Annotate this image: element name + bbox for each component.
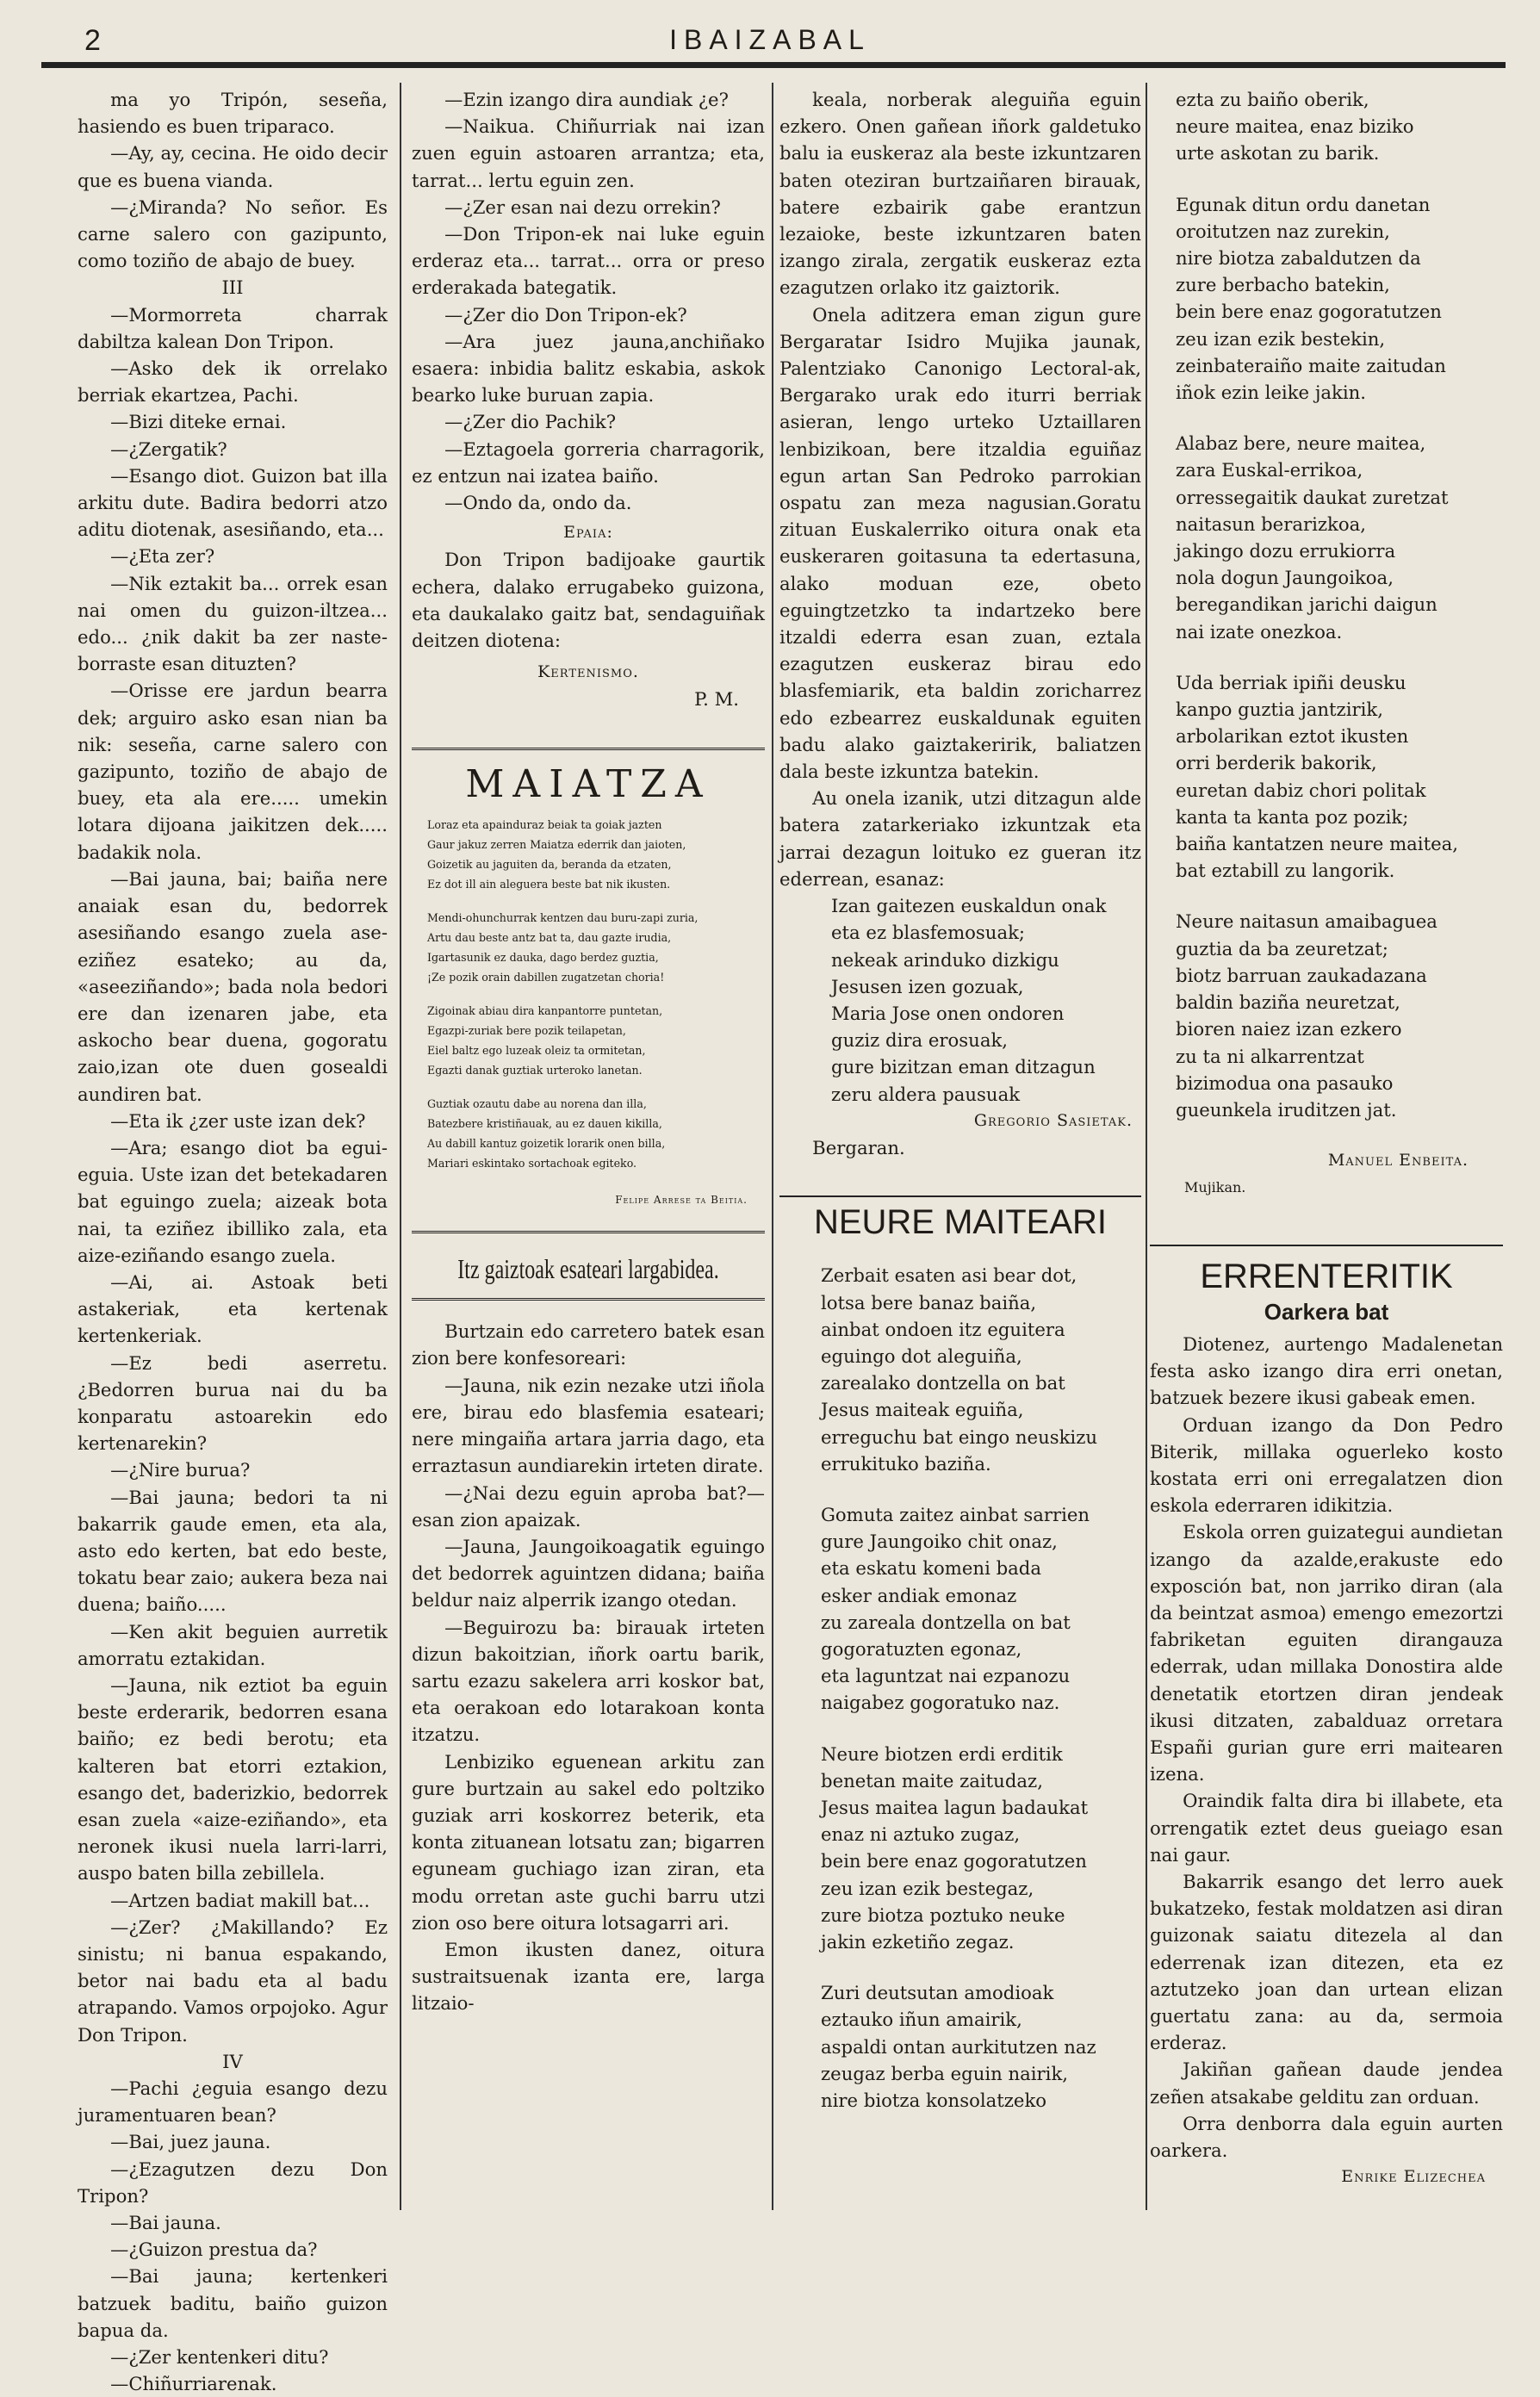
- stanza: [821, 1262, 1141, 1477]
- paragraph: Orra denborra dala eguin aurten oarkera.: [1150, 2112, 1503, 2162]
- verse-line: Jesusen izen gozuak,: [831, 975, 1024, 997]
- verse-line: nai izate onezkoa.: [1176, 620, 1343, 643]
- paragraph: —Ez bedi aserretu. ¿Bedorren burua nai du ba konparatu astoarekin edo kertenarekin?: [78, 1351, 388, 1455]
- column-3: [779, 86, 1141, 2138]
- verse-line: gueunkela iruditzen jat.: [1176, 1098, 1397, 1121]
- epaia-text: Don Tripon badijoake gaurtik echera, dalako errugabeko guizona, eta daukalako gaitz bat, sendaguiñak deitzen diotena:: [412, 549, 765, 652]
- errenteritik-article: [1150, 1331, 1503, 2164]
- paragraph: —Ezin izango dira aundiak ¿e?: [444, 89, 729, 110]
- paragraph: —Ara juez jauna,anchiñako esaera: inbidia balitz eskabia, askok bearko luke buruan zapia.: [412, 330, 765, 407]
- verse-line: zu ta ni alkarrentzat: [1176, 1045, 1364, 1067]
- verse-line: Loraz eta apainduraz beiak ta goiak jazten: [427, 817, 662, 831]
- paragraph: —Bai jauna, bai; baiña nere anaiak esan du, bedorrek asesiñando esango zuela ase-eziñez esateko; au da, «aseeziñando»; bada nola bedori ere dan izenaren jabe, eta askocho bear duena, gogoratu zaio,izan ote duen gosealdi aundiren bat.: [78, 867, 388, 1105]
- verse-line: Au dabill kantuz goizetik lorarik onen billa,: [427, 1136, 666, 1150]
- header-rule: [41, 62, 1506, 68]
- verse-line: orressegaitik daukat zuretzat: [1176, 486, 1449, 508]
- verse-line: Alabaz bere, neure maitea,: [1176, 432, 1426, 455]
- verse-line: naitasun berarizkoa,: [1176, 512, 1366, 535]
- verse-line: Igartasunik ez dauka, dago berdez guztia,: [427, 950, 659, 964]
- verse-line: nire biotza zabaldutzen da: [1176, 247, 1421, 270]
- stanza: [1176, 191, 1503, 407]
- paragraph: —Artzen badiat makill bat...: [110, 1889, 370, 1911]
- paragraph: Lenbiziko eguenean arkitu zan gure burtzain au sakel edo poltziko guziak arri koskorrez beterik, eta konta zituanean lotsatu zan; bigarren eguneam guchiago izan ziran, eta modu orretan aste guchi barru utzi zion oso bere oitura lotsagarri ari.: [412, 1750, 765, 1934]
- kertenismo: Kertenismo.: [537, 662, 639, 682]
- column-divider: [772, 83, 773, 2210]
- verse-line: Goizetik au jaguiten da, beranda da etzaten,: [427, 857, 672, 871]
- verse-line: urte askotan zu barik.: [1176, 142, 1380, 165]
- verse-line: Guztiak ozautu dabe au norena dan illa,: [427, 1096, 647, 1110]
- section-number: III: [221, 276, 244, 299]
- paragraph: —¿Zer esan nai dezu orrekin?: [444, 196, 721, 218]
- verse-line: beregandikan jarichi daigun: [1176, 593, 1438, 616]
- paragraph: —Pachi ¿eguia esango dezu juramentuaren bean?: [78, 2077, 388, 2127]
- verse-line: errukituko baziña.: [821, 1452, 991, 1475]
- paragraph: Diotenez, aurtengo Madalenetan festa asko izango dira erri onetan, batzuek bezere ikusi gabeak emen.: [1150, 1332, 1503, 1409]
- verse-line: eta eskatu komeni bada: [821, 1557, 1041, 1580]
- paragraph: —Ara; esango diot ba egui-eguia. Uste izan det betekadaren bat eguingo zuela; aizeak bota nai, ta eziñez ibilliko zala, eta aize-eziñando esango zuela.: [78, 1136, 388, 1266]
- verse-line: ainbat ondoen itz eguitera: [821, 1318, 1065, 1340]
- paragraph: Burtzain edo carretero batek esan zion bere konfesoreari:: [412, 1320, 765, 1369]
- verse-line: euretan dabiz chori politak: [1176, 779, 1426, 801]
- paragraph: Emon ikusten danez, oitura sustraitsuenak izanta ere, larga litzaio-: [412, 1938, 765, 2015]
- itz-title: Itz gaiztoak esateari largabidea.: [457, 1253, 719, 1285]
- verse-line: aspaldi ontan aurkitutzen naz: [821, 2035, 1096, 2058]
- verse-line: ¡Ze pozik orain dabillen zugatzetan choria!: [427, 970, 665, 984]
- verse-line: ezta zu baiño oberik,: [1176, 89, 1369, 110]
- paragraph: —Bai jauna; bedori ta ni bakarrik gaude emen, eta ala, asto edo kerten, bat edo beste, tokatu bear zaio; aukera beza nai duena; baiño.....: [78, 1486, 388, 1616]
- verse-line: oroitutzen naz zurekin,: [1176, 220, 1390, 242]
- verse-line: kanta ta kanta poz pozik;: [1176, 805, 1409, 828]
- signature: Manuel Enbeita.: [1327, 1151, 1469, 1171]
- verse-line: gogoratuzten egonaz,: [821, 1637, 1022, 1660]
- paragraph: Orduan izango da Don Pedro Biterik, millaka oguerleko kosto kostata erri oni erregalatzen dion eskola ederraren idikitzia.: [1150, 1413, 1503, 1517]
- verse-line: bizimodua ona pasauko: [1176, 1071, 1394, 1094]
- stanza: [821, 1501, 1141, 1717]
- verse-line: guziz dira erosuak,: [831, 1029, 1009, 1052]
- verse-line: Izan gaitezen euskaldun onak: [831, 895, 1107, 917]
- stanza: [1176, 86, 1503, 167]
- paragraph: —¿Nai dezu eguin aproba bat?— esan zion apaizak.: [412, 1481, 765, 1531]
- paragraph: Onela aditzera eman zigun gure Bergaratar Isidro Mujika jaunak, Palentziako Canonigo Lectoral-ak, Bergarako urak edo iturri berriak asieran, lengo urteko Uztaillaren lenbizikoan, bere itzaldia eguiñaz egun artan San Pedroko parrokian ospatu zan meza nagusian.Goratu zituan Euskalerriko oitura onak eta euskeraren goitasuna ta edertasuna, alako moduan eze, obeto eguingtzetzko ta indartzeko bere itzaldi ederra esan zuan, eztala ezagutzen euskeraz birau edo blasfemiarik, eta baldin zoricharrez edo ezbearrez euskaldunak eguiten badu alako gaiztakeririk, baliatzen dala beste izkuntza batekin.: [779, 303, 1141, 783]
- verse-line: nola dogun Jaungoikoa,: [1176, 567, 1394, 589]
- stanza: [821, 1979, 1141, 2114]
- paragraph: —¿Guizon prestua da?: [110, 2239, 318, 2261]
- paragraph: —Ondo da, ondo da.: [444, 492, 632, 514]
- verse-line: bein bere enaz gogoratutzen: [1176, 301, 1442, 323]
- verse-line: Zigoinak abiau dira kanpantorre puntetan,: [427, 1003, 663, 1017]
- paragraph: —¿Zer dio Don Tripon-ek?: [444, 303, 687, 326]
- paragraph: —¿Zer? ¿Makillando? Ez sinistu; ni banua espakando, betor nai badu eta al badu atrapando. Vamos orpojoko. Agur Don Tripon.: [78, 1916, 388, 2046]
- verse-line: enaz ni aztuko zugaz,: [821, 1823, 1021, 1846]
- paragraph: —Orisse ere jardun bearra dek; arguiro asko esan nian ba nik: seseña, carne salero con gazipunto, toziño de abajo de buey, eta ala ere..... umekin lotara dijoana jaikitzen dek..... badakik nola.: [78, 680, 388, 863]
- itz-article: [412, 1318, 765, 2016]
- divider: [1150, 1245, 1503, 1246]
- paragraph: keala, norberak aleguiña eguin ezkero. Onen gañean iñork galdetuko balu ia euskeraz ala beste izkuntzaren baten oteziran burtzaiñaren birauak, batere ezbairik gabe erantzun lezaioke, beste izkuntzaren baten izango zirala, zergatik euskeraz ezta ezagutzen orlako itz gaiztorik.: [779, 89, 1141, 299]
- paragraph: —Eta ik ¿zer uste izan dek?: [110, 1109, 366, 1132]
- maiatza-title: MAIATZA: [465, 761, 711, 806]
- verse-line: zara Euskal-errikoa,: [1176, 459, 1363, 481]
- verse-line: gure bizitzan eman ditzagun: [831, 1056, 1096, 1078]
- journal-title: IBAIZABAL: [669, 24, 871, 55]
- paragraph: —Don Tripon-ek nai luke eguin erderaz eta... tarrat... orra or preso erderakada bategatik.: [412, 223, 765, 299]
- place: Bergaran.: [812, 1136, 905, 1158]
- verse-line: zeu izan ezik bestegaz,: [821, 1877, 1034, 1899]
- verse-line: arbolarikan eztot ikusten: [1176, 725, 1409, 748]
- verse-line: baiña kantatzen neure maitea,: [1176, 833, 1458, 855]
- verse-line: Artu dau beste antz bat ta, dau gazte irudia,: [427, 930, 672, 944]
- verse-line: Uda berriak ipiñi deusku: [1176, 671, 1406, 693]
- verse-line: Mariari eskintako sortachoak egiteko.: [427, 1156, 637, 1170]
- verse-line: Neure naitasun amaibaguea: [1176, 910, 1438, 933]
- page-header: [0, 0, 1540, 69]
- column-divider: [400, 83, 401, 2210]
- verse-line: jakingo dozu errukiorra: [1176, 540, 1396, 562]
- verse-line: Egazti danak guztiak urteroko lanetan.: [427, 1063, 643, 1077]
- divider: [779, 1195, 1141, 1197]
- epaia-heading: Epaia:: [563, 523, 613, 543]
- paragraph: —Jauna, Jaungoikoagatik eguingo det bedorrek aguintzen didana; baiña beldur naiz alperrik izango otedan.: [412, 1535, 765, 1611]
- column-divider: [1146, 83, 1147, 2210]
- verse-line: zure biotza poztuko neuke: [821, 1903, 1065, 1926]
- paragraph: —Eztagoela gorreria charragorik, ez entzun nai izatea baiño.: [412, 438, 765, 487]
- stanza: [412, 908, 765, 987]
- dialogue-continued: [412, 86, 765, 516]
- stanza: [1176, 430, 1503, 645]
- maiatza-signature: Felipe Arrese ta Beitia.: [615, 1193, 748, 1206]
- verse-line: Zerbait esaten asi bear dot,: [821, 1264, 1077, 1287]
- verse-line: Gomuta zaitez ainbat sarrien: [821, 1503, 1090, 1525]
- paragraph: —Bai jauna.: [110, 2212, 221, 2234]
- paragraph: —¿Ezagutzen dezu Don Tripon?: [78, 2158, 388, 2207]
- paragraph: —Bai jauna; kertenkeri batzuek baditu, baiño guizon bapua da.: [78, 2265, 388, 2341]
- paragraph: —Jauna, nik ezin nezake utzi iñola ere, birau edo blasfemia esateari; nere mingaiña artara jarria dago, eta erraztasun aundiarekin irteten dirate.: [412, 1374, 765, 1477]
- verse-line: zeugaz berba eguin nairik,: [821, 2062, 1069, 2084]
- author-initials: P. M.: [694, 688, 739, 711]
- paragraph: —Jauna, nik eztiot ba eguin beste erderarik, bedorren esana baiño; ez bedi berotu; eta kalteren bat etorri eztakion, esango det, baderizkio, bedorrek esan zuela «aize-eziñando», eta neronek ikusi nuela larri-larri, auspo baten billa zebillela.: [78, 1674, 388, 1885]
- maiatza-poem-box: [412, 748, 765, 1233]
- errenteritik-title: ERRENTERITIK: [1200, 1257, 1453, 1295]
- paragraph: Oraindik falta dira bi illabete, eta orrengatik eztet deus gueiago esan nai gaur.: [1150, 1790, 1503, 1866]
- paragraph: —Ai, ai. Astoak beti astakeriak, eta kertenak kertenkeriak.: [78, 1270, 388, 1347]
- verse-line: Gaur jakuz zerren Maiatza ederrik dan jaioten,: [427, 837, 686, 851]
- neure-maiteari-poem: [779, 1262, 1141, 2114]
- page-number: 2: [84, 24, 101, 57]
- verse-line: orri berderik bakorik,: [1176, 752, 1377, 774]
- verse-line: nire biotza konsolatzeko: [821, 2090, 1047, 2112]
- verse-line: Ez dot ill ain aleguera beste bat nik ikusten.: [427, 877, 671, 891]
- verse-line: guztia da ba zeuretzat;: [1176, 937, 1388, 959]
- verse-line: Neure biotzen erdi erditik: [821, 1742, 1063, 1765]
- column-2: [412, 86, 765, 2017]
- verse-line: gure Jaungoiko chit onaz,: [821, 1531, 1058, 1553]
- verse-line: zarealako dontzella on bat: [821, 1372, 1065, 1394]
- verse-line: eztauko iñun amairik,: [821, 2009, 1022, 2031]
- stanza: [412, 1001, 765, 1080]
- stanza: [1176, 908, 1503, 1123]
- place: Mujikan.: [1184, 1179, 1246, 1196]
- verse-line: jakin ezketiño zegaz.: [821, 1931, 1015, 1953]
- verse-line: eta ez blasfemosuak;: [831, 922, 1026, 944]
- paragraph: Jakiñan gañean daude jendea zeñen atsakabe gelditu zan orduan.: [1150, 2059, 1503, 2108]
- paragraph: —Asko dek ik orrelako berriak ekartzea, Pachi.: [78, 357, 388, 407]
- verse-line: naigabez gogoratuko naz.: [821, 1692, 1060, 1714]
- verse-line: benetan maite zaitudaz,: [821, 1769, 1043, 1792]
- paragraph: —Ay, ay, cecina. He oido decir que es buena vianda.: [78, 142, 388, 191]
- stanza: [412, 1094, 765, 1173]
- verse-line: bioren naiez izan ezkero: [1176, 1018, 1402, 1040]
- verse-line: esker andiak emonaz: [821, 1584, 1017, 1606]
- stanza: [821, 1741, 1141, 1956]
- verse-line: Maria Jose onen ondoren: [831, 1002, 1065, 1024]
- verse-line: Eiel baltz ego luzeak oleiz ta ormitetan,: [427, 1043, 646, 1057]
- verse-line: Mendi-ohunchurrak kentzen dau buru-zapi zuria,: [427, 910, 699, 924]
- itz-article-continued: [779, 86, 1141, 892]
- verse-line: Zuri deutsutan amodioak: [821, 1982, 1054, 2004]
- paragraph: —Bizi diteke ernai.: [110, 411, 287, 433]
- verse-line: lotsa bere banaz baiña,: [821, 1291, 1037, 1313]
- verse-line: zeinbateraiño maite zaitudan: [1176, 354, 1446, 376]
- verse-line: erreguchu bat eingo neuskizu: [821, 1425, 1098, 1448]
- paragraph: —Beguirozu ba: birauak irteten dizun bakoitzian, iñork oartu barik, sartu ezazu sakelera arri koskor bat, eta oerakoan edo lotarakoan konta itzatzu.: [412, 1616, 765, 1746]
- paragraph: —¿Zer kentenkeri ditu?: [110, 2346, 329, 2369]
- section-number: IV: [222, 2050, 243, 2072]
- paragraph: —¿Eta zer?: [110, 545, 215, 568]
- neure-maiteari-title: NEURE MAITEARI: [813, 1203, 1108, 1242]
- paragraph: Eskola orren guizategui aundietan izango da azalde,erakuste edo exposción bat, non jarriko diran (ala da beintzat asmoa) emengo emezortzi fabriketan eguiten dirangauza ederrak, udan millaka Donostira alde denetatik etortzen diran jendeak ikusi ditzaten, zabalduaz orretara Españi gurian gure erri maitearen izena.: [1150, 1521, 1503, 1785]
- paragraph: —Naikua. Chiñurriak nai izan zuen eguin astoaren arrantza; eta, tarrat... lertu eguin zen.: [412, 115, 765, 191]
- verse-line: Jesus maitea lagun badaukat: [821, 1796, 1089, 1818]
- stanza: [412, 815, 765, 894]
- verse-line: Egunak ditun ordu danetan: [1176, 193, 1431, 215]
- paragraph: —Esango diot. Guizon bat illa arkitu dute. Badira bedorri atzo aditu diotenak, asesiñando, eta...: [78, 464, 388, 541]
- paragraph: —Chiñurriarenak.: [110, 2373, 277, 2395]
- verse-line: Jesus maiteak eguiña,: [821, 1399, 1024, 1421]
- paragraph: Au onela izanik, utzi ditzagun alde batera zatarkeriako izkuntzak eta jarrai dezagun loituko ez gueran itz ederrean, esanaz:: [779, 787, 1141, 890]
- maiatza-stanzas: [412, 815, 765, 1173]
- verse-line: iñok ezin leike jakin.: [1176, 382, 1367, 404]
- verse-line: zeu izan ezik bestekin,: [1176, 327, 1386, 350]
- verse-line: eguingo dot aleguiña,: [821, 1344, 1022, 1367]
- paragraph: —Nik eztakit ba... orrek esan nai omen du guizon-iltzea... edo... ¿nik dakit ba zer naste-borraste esan dituzten?: [78, 572, 388, 675]
- paragraph: Bakarrik esango det lerro auek bukatzeko, festak moldatzen asi diran guizonak saiatu ditezela al dan ederrenak izan ditezen, eta ez aztutzeko joan dan urtean elizan guertatu zana: au da, sermoia erderaz.: [1150, 1870, 1503, 2054]
- paragraph: —¿Zer dio Pachik?: [444, 411, 617, 433]
- signature: Gregorio Sasietak.: [973, 1110, 1133, 1130]
- verse: [779, 892, 1141, 1108]
- verse-line: eta laguntzat nai ezpanozu: [821, 1665, 1071, 1687]
- signature: Enrike Elizechea: [1341, 2167, 1486, 2187]
- verse-line: bat eztabill zu langorik.: [1176, 860, 1395, 882]
- column-4: [1150, 86, 1503, 2190]
- verse-line: Egazpi-zuriak bere pozik teilapetan,: [427, 1023, 626, 1037]
- neure-maiteari-poem-continued: [1150, 86, 1503, 1123]
- paragraph: —Mormorreta charrak dabiltza kalean Don Tripon.: [78, 303, 388, 352]
- paragraph: —¿Zergatik?: [110, 438, 227, 460]
- verse-line: Batezbere kristiñauak, au ez dauen kikilla,: [427, 1116, 662, 1130]
- paragraph: ma yo Tripón, seseña, hasiendo es buen triparaco.: [78, 89, 388, 138]
- verse-line: nekeak arinduko dizkigu: [831, 948, 1059, 971]
- column-1: [78, 86, 388, 2397]
- paragraph: —¿Nire burua?: [110, 1459, 251, 1481]
- itz-title-box: [412, 1233, 765, 1301]
- paragraph: —Bai, juez jauna.: [110, 2131, 271, 2153]
- paragraph: —Ken akit beguien aurretik amorratu eztakidan.: [78, 1620, 388, 1669]
- paragraph: —¿Miranda? No señor. Es carne salero con gazipunto, como toziño de abajo de buey.: [78, 196, 388, 272]
- verse-line: zu zareala dontzella on bat: [821, 1611, 1071, 1633]
- verse-line: zeru aldera pausuak: [831, 1083, 1021, 1105]
- verse-line: bein bere enaz gogoratutzen: [821, 1850, 1087, 1872]
- verse-line: zure berbacho batekin,: [1176, 274, 1390, 296]
- verse-line: biotz barruan zaukadazana: [1176, 964, 1427, 986]
- stanza: [1176, 669, 1503, 885]
- verse-line: neure maitea, enaz biziko: [1176, 115, 1414, 138]
- verse-line: kanpo guztia jantzirik,: [1176, 699, 1383, 721]
- verse-line: baldin baziña neuretzat,: [1176, 991, 1400, 1014]
- errenteritik-subtitle: Oarkera bat: [1264, 1298, 1389, 1325]
